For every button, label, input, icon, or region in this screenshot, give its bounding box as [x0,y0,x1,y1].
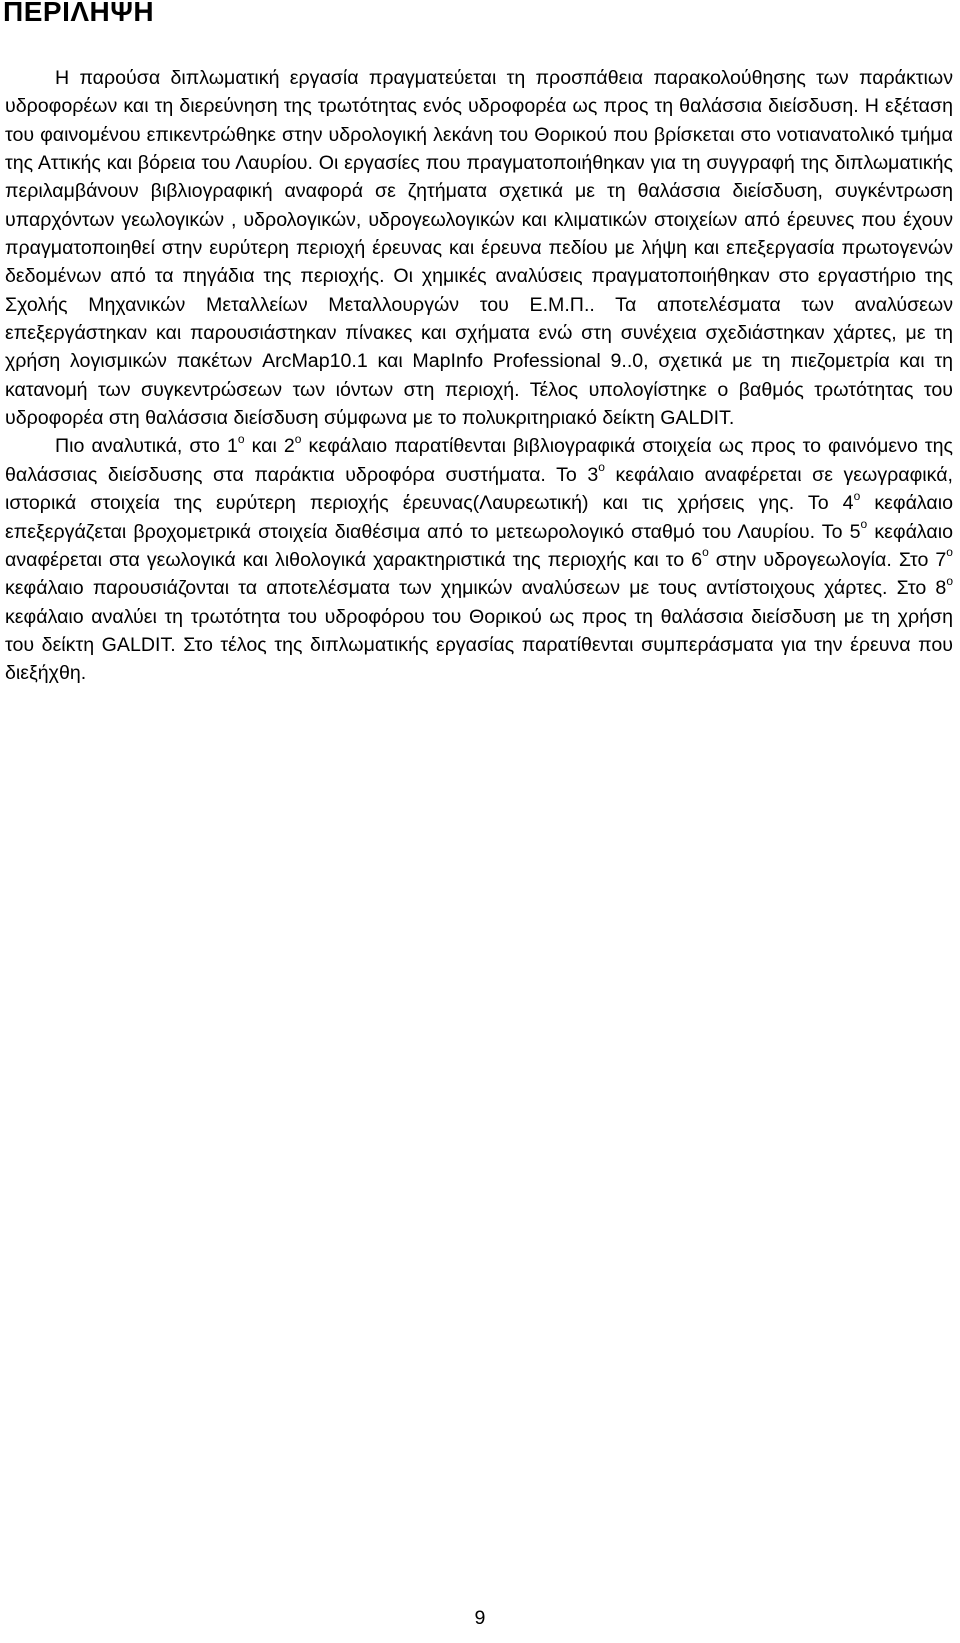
page-title: ΠΕΡΙΛΗΨΗ [3,0,155,27]
paragraph-2-text: Πιο αναλυτικά, στο 1 [55,435,238,458]
paragraph-2-text: στην υδρογεωλογία. Στο 7 [708,548,947,571]
paragraph-2-text: κεφάλαιο αναλύει τη τρωτότητα του υδροφόρου του Θορικού ως προς τη θαλάσσια διείσδυση με τη χρήση του δείκτη GALDIT. Στο τέλος της διπλωματικής εργασίας παρατίθενται συμπεράσματα για την έρευνα που διεξήχθη. [5,605,953,685]
paragraph-2 [5,432,953,687]
paragraph-2-text: και 2 [244,435,295,458]
ordinal-superscript: ο [598,460,605,475]
paragraph-2-text: κεφάλαιο αναφέρεται στα γεωλογικά και λιθολογικά χαρακτηριστικά της περιοχής και το 6 [5,520,953,571]
ordinal-superscript: ο [853,488,861,503]
ordinal-superscript: ο [860,516,868,531]
ordinal-superscript: ο [237,431,245,446]
paragraph-2-text: κεφάλαιο αναφέρεται σε γεωγραφικά, ιστορικά στοιχεία της ευρύτερη περιοχής έρευνας(Λαυρεωτική) και τις χρήσεις γης. Το 4 [5,463,953,515]
ordinal-superscript: ο [946,573,953,588]
paragraph-1: Η παρούσα διπλωματική εργασία πραγματεύεται τη προσπάθεια παρακολούθησης των παράκτιων υδροφορέων και τη διερεύνηση της τρωτότητας ενός υδροφορέα ως προς τη θαλάσσια διείσδυση. Η εξέταση του φαινομένου επικεντρώθηκε στην υδρολογική λεκάνη του Θορικού που βρίσκεται στο νοτιανατολικό τμήμα της Αττικής και βόρεια του Λαυρίου. Οι εργασίες που πραγματοποιήθηκαν για τη συγγραφή της διπλωματικής περιλαμβάνουν βιβλιογραφική αναφορά σε ζητήματα σχετικά με τη θαλάσσια διείσδυση, συγκέντρωση υπαρχόντων γεωλογικών , υδρολογικών, υδρογεωλογικών και κλιματικών στοιχείων από έρευνες που έχουν πραγματοποιηθεί στην ευρύτερη περιοχή έρευνας και έρευνα πεδίου με λήψη και επεξεργασία πρωτογενών δεδομένων από τα πηγάδια της περιοχής. Οι χημικές αναλύσεις πραγματοποιήθηκαν στο εργαστήριο της Σχολής Μηχανικών Μεταλλείων Μεταλλουργών του Ε.Μ.Π.. Τα αποτελέσματα των αναλύσεων επεξεργάστηκαν και παρουσιάστηκαν πίνακες και σχήματα ενώ στη συνέχεια σχεδιάστηκαν χάρτες, με τη χρήση λογισμικών πακέτων ArcMap10.1 και MapInfo Professional 9..0, σχετικά με τη πιεζομετρία και τη κατανομή των συγκεντρώσεων των ιόντων στη περιοχή. Τέλος υπολογίστηκε ο βαθμός τρωτότητας του υδροφορέα στη θαλάσσια διείσδυση σύμφωνα με το πολυκριτηριακό δείκτη GALDIT. [5,67,953,430]
ordinal-superscript: ο [294,431,302,446]
abstract-body [5,64,953,688]
page-number: 9 [474,1607,486,1629]
paragraph-2-text: κεφάλαιο παρατίθενται βιβλιογραφικά στοιχεία ως προς το φαινόμενο της θαλάσσιας διείσδυσης στα παράκτια υδροφόρα συστήματα. Το 3 [5,435,953,486]
ordinal-superscript: ο [946,545,953,560]
paragraph-2-text: κεφάλαιο παρουσιάζονται τα αποτελέσματα των χημικών αναλύσεων με τους αντίστοιχους χάρτες. Στο 8 [5,577,947,600]
ordinal-superscript: ο [702,545,709,560]
paragraph-2-text: κεφάλαιο επεξεργάζεται βροχομετρικά στοιχεία διαθέσιμα από το μετεωρολογικό σταθμό του Λαυρίου. Το 5 [5,492,953,543]
